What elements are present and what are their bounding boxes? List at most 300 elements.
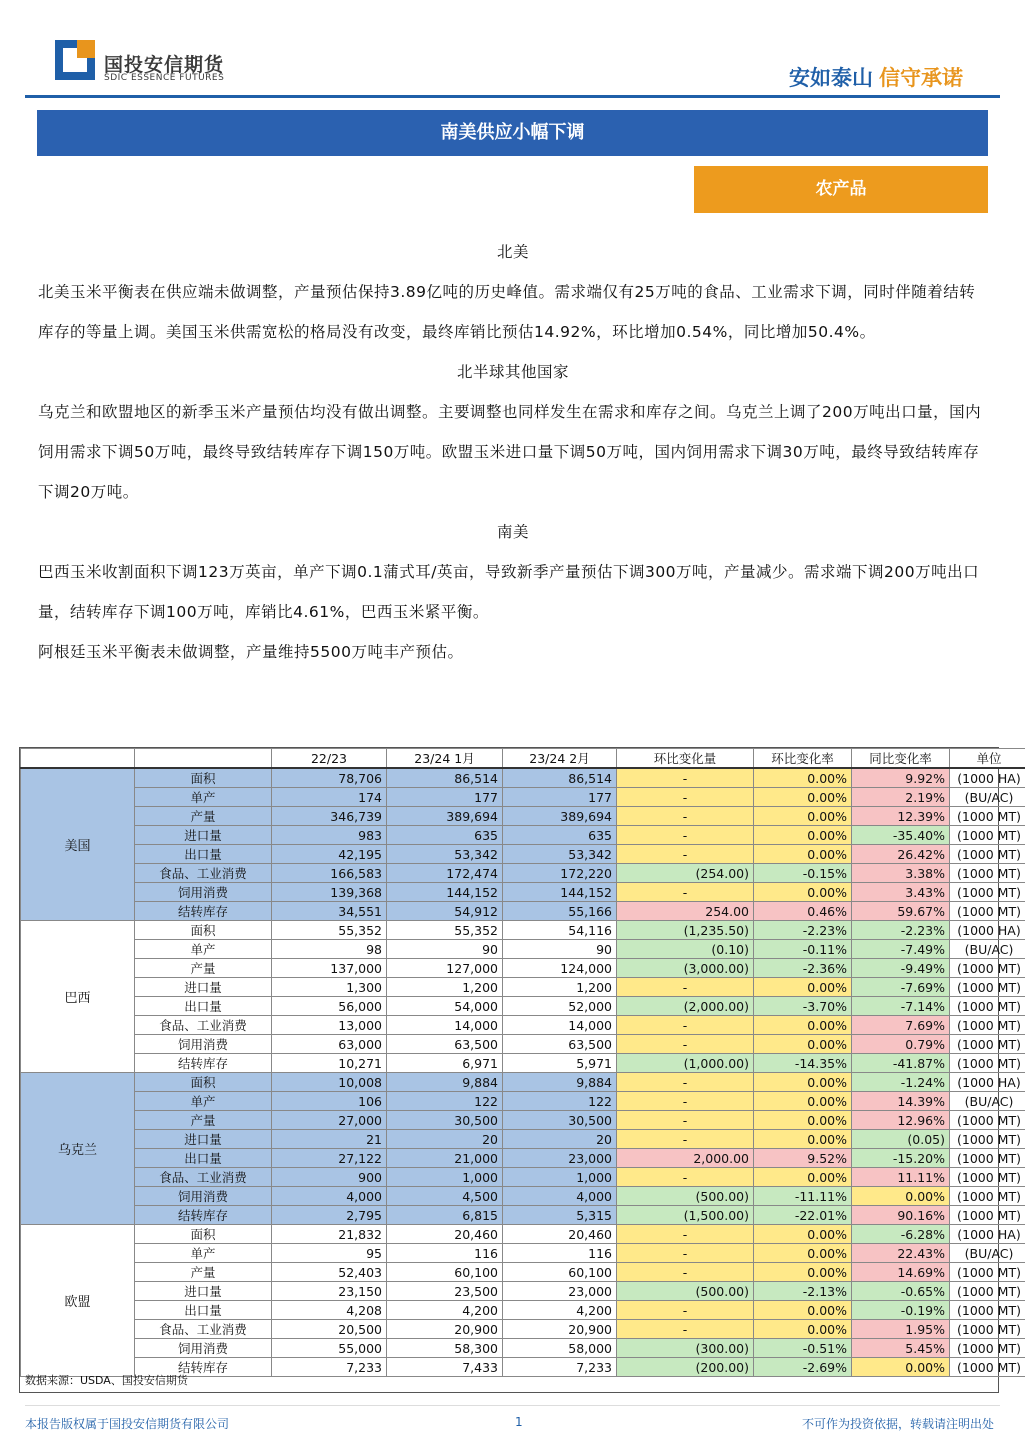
item-label: 进口量 — [135, 1130, 272, 1149]
value-cell: 4,200 — [387, 1301, 503, 1320]
yoy-rate-cell: 2.19% — [852, 788, 950, 807]
yoy-rate-cell: -6.28% — [852, 1225, 950, 1244]
disclaimer-text: 不可作为投资依据，转载请注明出处 — [801, 1417, 994, 1431]
region-label: 欧盟 — [21, 1225, 135, 1377]
data-source: 数据来源：USDA、国投安信期货 — [25, 1374, 188, 1387]
unit-cell: (1000 MT) — [950, 1282, 1025, 1301]
value-cell: 122 — [387, 1092, 503, 1111]
section-paragraph: 北美玉米平衡表在供应端未做调整，产量预估保持3.89亿吨的历史峰值。需求端仅有25万吨的食品、工业需求下调，同时伴随着结转库存的等量上调。美国玉米供需宽松的格局没有改变，最终库销比预估14.92%，环比增加0.54%，同比增加50.4%。 — [38, 283, 976, 341]
mom-rate-cell: 0.46% — [754, 902, 852, 921]
yoy-rate-cell: -7.49% — [852, 940, 950, 959]
item-label: 面积 — [135, 1073, 272, 1092]
table-row — [21, 1244, 1025, 1263]
value-cell: 4,000 — [503, 1187, 617, 1206]
yoy-rate-cell: (0.05) — [852, 1130, 950, 1149]
category-tag: 农产品 — [694, 166, 988, 213]
value-cell: 7,233 — [272, 1358, 387, 1377]
region-label: 巴西 — [21, 921, 135, 1073]
item-label: 产量 — [135, 1263, 272, 1282]
yoy-rate-cell: 59.67% — [852, 902, 950, 921]
item-label: 食品、工业消费 — [135, 1168, 272, 1187]
table-header-cell: 23/24 1月 — [387, 749, 503, 769]
mom-rate-cell: 0.00% — [754, 788, 852, 807]
mom-change-cell: (3,000.00) — [617, 959, 754, 978]
table-row — [21, 1206, 1025, 1225]
unit-cell: (1000 MT) — [950, 1111, 1025, 1130]
yoy-rate-cell: -0.65% — [852, 1282, 950, 1301]
mom-rate-cell: -22.01% — [754, 1206, 852, 1225]
item-label: 单产 — [135, 940, 272, 959]
value-cell: 52,000 — [503, 997, 617, 1016]
mom-change-cell: (500.00) — [617, 1282, 754, 1301]
mom-change-cell: - — [617, 1111, 754, 1130]
unit-cell: (BU/AC) — [950, 1244, 1025, 1263]
unit-cell: (BU/AC) — [950, 940, 1025, 959]
value-cell: 20,900 — [503, 1320, 617, 1339]
table-row — [21, 1187, 1025, 1206]
item-label: 结转库存 — [135, 1054, 272, 1073]
yoy-rate-cell: -0.19% — [852, 1301, 950, 1320]
table-row — [21, 1130, 1025, 1149]
value-cell: 52,403 — [272, 1263, 387, 1282]
mom-rate-cell: 0.00% — [754, 826, 852, 845]
unit-cell: (1000 MT) — [950, 864, 1025, 883]
yoy-rate-cell: 0.00% — [852, 1187, 950, 1206]
mom-change-cell: (500.00) — [617, 1187, 754, 1206]
table-row — [21, 768, 1025, 788]
value-cell: 166,583 — [272, 864, 387, 883]
yoy-rate-cell: -9.49% — [852, 959, 950, 978]
value-cell: 4,208 — [272, 1301, 387, 1320]
mom-rate-cell: 0.00% — [754, 1073, 852, 1092]
value-cell: 54,912 — [387, 902, 503, 921]
value-cell: 20,460 — [387, 1225, 503, 1244]
value-cell: 172,220 — [503, 864, 617, 883]
value-cell: 54,116 — [503, 921, 617, 940]
item-label: 食品、工业消费 — [135, 1016, 272, 1035]
section-paragraph: 巴西玉米收割面积下调123万英亩，单产下调0.1蒲式耳/英亩，导致新季产量预估下调300万吨，产量减少。需求端下调200万吨出口量，结转库存下调100万吨，库销比4.61%，巴西玉米紧平衡。 — [38, 563, 980, 621]
unit-cell: (1000 HA) — [950, 1225, 1025, 1244]
table-row — [21, 883, 1025, 902]
company-logo-icon — [55, 40, 95, 80]
section-paragraph: 乌克兰和欧盟地区的新季玉米产量预估均没有做出调整。主要调整也同样发生在需求和库存之间。乌克兰上调了200万吨出口量，国内饲用需求下调50万吨，最终导致结转库存下调150万吨。欧盟玉米进口量下调50万吨，国内饲用需求下调30万吨，最终导致结转库存下调20万吨。 — [38, 403, 982, 501]
mom-change-cell: - — [617, 788, 754, 807]
mom-rate-cell: 9.52% — [754, 1149, 852, 1168]
value-cell: 127,000 — [387, 959, 503, 978]
mom-change-cell: - — [617, 978, 754, 997]
table-row — [21, 1092, 1025, 1111]
footer-divider — [25, 1405, 1000, 1406]
mom-rate-cell: -2.36% — [754, 959, 852, 978]
unit-cell: (1000 HA) — [950, 921, 1025, 940]
value-cell: 34,551 — [272, 902, 387, 921]
value-cell: 90 — [503, 940, 617, 959]
value-cell: 63,500 — [387, 1035, 503, 1054]
mom-change-cell: (2,000.00) — [617, 997, 754, 1016]
item-label: 单产 — [135, 1244, 272, 1263]
mom-change-cell: - — [617, 1263, 754, 1282]
table-row — [21, 921, 1025, 940]
mom-change-cell: - — [617, 1244, 754, 1263]
value-cell: 9,884 — [387, 1073, 503, 1092]
item-label: 产量 — [135, 1111, 272, 1130]
item-label: 出口量 — [135, 997, 272, 1016]
slogan — [789, 62, 963, 92]
value-cell: 58,300 — [387, 1339, 503, 1358]
table-header-cell — [21, 749, 135, 769]
value-cell: 137,000 — [272, 959, 387, 978]
value-cell: 177 — [387, 788, 503, 807]
yoy-rate-cell: 12.39% — [852, 807, 950, 826]
table-row — [21, 1035, 1025, 1054]
table-row — [21, 1320, 1025, 1339]
mom-change-cell: (1,500.00) — [617, 1206, 754, 1225]
unit-cell: (1000 MT) — [950, 1339, 1025, 1358]
mom-rate-cell: -0.11% — [754, 940, 852, 959]
value-cell: 23,150 — [272, 1282, 387, 1301]
value-cell: 20 — [387, 1130, 503, 1149]
unit-cell: (1000 MT) — [950, 1187, 1025, 1206]
mom-rate-cell: 0.00% — [754, 1016, 852, 1035]
section-paragraph: 阿根廷玉米平衡表未做调整，产量维持5500万吨丰产预估。 — [38, 643, 464, 661]
mom-rate-cell: 0.00% — [754, 1225, 852, 1244]
mom-change-cell: - — [617, 845, 754, 864]
value-cell: 55,000 — [272, 1339, 387, 1358]
value-cell: 42,195 — [272, 845, 387, 864]
yoy-rate-cell: 14.69% — [852, 1263, 950, 1282]
table-row — [21, 1339, 1025, 1358]
value-cell: 1,000 — [503, 1168, 617, 1187]
value-cell: 2,795 — [272, 1206, 387, 1225]
value-cell: 900 — [272, 1168, 387, 1187]
value-cell: 95 — [272, 1244, 387, 1263]
value-cell: 98 — [272, 940, 387, 959]
value-cell: 4,000 — [272, 1187, 387, 1206]
value-cell: 1,300 — [272, 978, 387, 997]
unit-cell: (1000 HA) — [950, 768, 1025, 788]
mom-rate-cell: 0.00% — [754, 1263, 852, 1282]
table-header-cell: 22/23 — [272, 749, 387, 769]
yoy-rate-cell: -35.40% — [852, 826, 950, 845]
value-cell: 177 — [503, 788, 617, 807]
yoy-rate-cell: 14.39% — [852, 1092, 950, 1111]
value-cell: 21 — [272, 1130, 387, 1149]
table-row — [21, 1054, 1025, 1073]
mom-change-cell: (300.00) — [617, 1339, 754, 1358]
item-label: 饲用消费 — [135, 1187, 272, 1206]
item-label: 出口量 — [135, 845, 272, 864]
mom-rate-cell: -0.15% — [754, 864, 852, 883]
item-label: 产量 — [135, 959, 272, 978]
unit-cell: (BU/AC) — [950, 1092, 1025, 1111]
section-heading: 北美 — [496, 243, 529, 261]
section-heading: 北半球其他国家 — [456, 363, 569, 381]
yoy-rate-cell: -41.87% — [852, 1054, 950, 1073]
unit-cell: (1000 MT) — [950, 997, 1025, 1016]
item-label: 出口量 — [135, 1301, 272, 1320]
item-label: 进口量 — [135, 826, 272, 845]
mom-rate-cell: 0.00% — [754, 768, 852, 788]
value-cell: 86,514 — [503, 768, 617, 788]
table-row — [21, 1282, 1025, 1301]
region-label: 乌克兰 — [21, 1073, 135, 1225]
item-label: 饲用消费 — [135, 1035, 272, 1054]
value-cell: 21,832 — [272, 1225, 387, 1244]
value-cell: 122 — [503, 1092, 617, 1111]
company-name-en: SDIC ESSENCE FUTURES — [104, 73, 225, 83]
yoy-rate-cell: 90.16% — [852, 1206, 950, 1225]
item-label: 食品、工业消费 — [135, 864, 272, 883]
mom-rate-cell: 0.00% — [754, 1320, 852, 1339]
report-title: 南美供应小幅下调 — [37, 110, 988, 156]
mom-rate-cell: -0.51% — [754, 1339, 852, 1358]
value-cell: 144,152 — [503, 883, 617, 902]
item-label: 结转库存 — [135, 1358, 272, 1377]
unit-cell: (1000 MT) — [950, 1301, 1025, 1320]
value-cell: 60,100 — [503, 1263, 617, 1282]
value-cell: 30,500 — [387, 1111, 503, 1130]
value-cell: 124,000 — [503, 959, 617, 978]
mom-change-cell: - — [617, 1320, 754, 1339]
mom-change-cell: (1,235.50) — [617, 921, 754, 940]
mom-change-cell: - — [617, 1225, 754, 1244]
page-number: 1 — [515, 1415, 523, 1429]
unit-cell: (1000 MT) — [950, 1054, 1025, 1073]
table-row — [21, 1016, 1025, 1035]
yoy-rate-cell: 26.42% — [852, 845, 950, 864]
slogan-part-1: 安如泰山 — [789, 66, 873, 90]
yoy-rate-cell: -2.23% — [852, 921, 950, 940]
mom-change-cell: - — [617, 1016, 754, 1035]
yoy-rate-cell: 12.96% — [852, 1111, 950, 1130]
value-cell: 86,514 — [387, 768, 503, 788]
yoy-rate-cell: 3.38% — [852, 864, 950, 883]
mom-rate-cell: 0.00% — [754, 1130, 852, 1149]
table-row — [21, 959, 1025, 978]
value-cell: 54,000 — [387, 997, 503, 1016]
value-cell: 78,706 — [272, 768, 387, 788]
table-row — [21, 1168, 1025, 1187]
unit-cell: (1000 MT) — [950, 883, 1025, 902]
mom-rate-cell: 0.00% — [754, 1301, 852, 1320]
unit-cell: (1000 MT) — [950, 1168, 1025, 1187]
yoy-rate-cell: -1.24% — [852, 1073, 950, 1092]
value-cell: 60,100 — [387, 1263, 503, 1282]
item-label: 进口量 — [135, 1282, 272, 1301]
mom-rate-cell: 0.00% — [754, 845, 852, 864]
yoy-rate-cell: 3.43% — [852, 883, 950, 902]
value-cell: 56,000 — [272, 997, 387, 1016]
value-cell: 13,000 — [272, 1016, 387, 1035]
mom-change-cell: - — [617, 1035, 754, 1054]
mom-rate-cell: 0.00% — [754, 1168, 852, 1187]
value-cell: 7,433 — [387, 1358, 503, 1377]
unit-cell: (1000 MT) — [950, 826, 1025, 845]
item-label: 饲用消费 — [135, 883, 272, 902]
yoy-rate-cell: 22.43% — [852, 1244, 950, 1263]
mom-change-cell: (200.00) — [617, 1358, 754, 1377]
mom-change-cell: (1,000.00) — [617, 1054, 754, 1073]
mom-rate-cell: -2.69% — [754, 1358, 852, 1377]
yoy-rate-cell: 9.92% — [852, 768, 950, 788]
value-cell: 6,815 — [387, 1206, 503, 1225]
value-cell: 55,166 — [503, 902, 617, 921]
table-row — [21, 940, 1025, 959]
unit-cell: (1000 MT) — [950, 902, 1025, 921]
mom-change-cell: - — [617, 807, 754, 826]
yoy-rate-cell: 1.95% — [852, 1320, 950, 1339]
value-cell: 172,474 — [387, 864, 503, 883]
table-header-cell: 环比变化量 — [617, 749, 754, 769]
value-cell: 90 — [387, 940, 503, 959]
mom-rate-cell: 0.00% — [754, 978, 852, 997]
mom-change-cell: (0.10) — [617, 940, 754, 959]
value-cell: 20,460 — [503, 1225, 617, 1244]
table-row — [21, 788, 1025, 807]
mom-rate-cell: 0.00% — [754, 1244, 852, 1263]
table-row — [21, 978, 1025, 997]
value-cell: 21,000 — [387, 1149, 503, 1168]
table-row — [21, 826, 1025, 845]
mom-rate-cell: 0.00% — [754, 1092, 852, 1111]
item-label: 进口量 — [135, 978, 272, 997]
value-cell: 55,352 — [387, 921, 503, 940]
mom-change-cell: - — [617, 826, 754, 845]
item-label: 面积 — [135, 1225, 272, 1244]
value-cell: 10,008 — [272, 1073, 387, 1092]
value-cell: 4,200 — [503, 1301, 617, 1320]
item-label: 食品、工业消费 — [135, 1320, 272, 1339]
table-row — [21, 1111, 1025, 1130]
value-cell: 55,352 — [272, 921, 387, 940]
table-row — [21, 1073, 1025, 1092]
value-cell: 346,739 — [272, 807, 387, 826]
value-cell: 6,971 — [387, 1054, 503, 1073]
value-cell: 635 — [387, 826, 503, 845]
header-divider — [25, 95, 1000, 98]
value-cell: 10,271 — [272, 1054, 387, 1073]
unit-cell: (1000 MT) — [950, 1035, 1025, 1054]
mom-change-cell: (254.00) — [617, 864, 754, 883]
mom-change-cell: - — [617, 883, 754, 902]
report-body — [38, 232, 988, 672]
unit-cell: (1000 MT) — [950, 1206, 1025, 1225]
value-cell: 116 — [387, 1244, 503, 1263]
mom-change-cell: - — [617, 1073, 754, 1092]
unit-cell: (1000 MT) — [950, 807, 1025, 826]
mom-rate-cell: -14.35% — [754, 1054, 852, 1073]
unit-cell: (1000 MT) — [950, 1263, 1025, 1282]
region-label: 美国 — [21, 768, 135, 921]
value-cell: 174 — [272, 788, 387, 807]
unit-cell: (1000 MT) — [950, 1358, 1025, 1377]
unit-cell: (1000 MT) — [950, 1320, 1025, 1339]
table-row — [21, 845, 1025, 864]
unit-cell: (1000 MT) — [950, 845, 1025, 864]
unit-cell: (BU/AC) — [950, 788, 1025, 807]
value-cell: 116 — [503, 1244, 617, 1263]
table-header-cell: 环比变化率 — [754, 749, 852, 769]
mom-rate-cell: 0.00% — [754, 1111, 852, 1130]
item-label: 出口量 — [135, 1149, 272, 1168]
value-cell: 27,122 — [272, 1149, 387, 1168]
unit-cell: (1000 MT) — [950, 1130, 1025, 1149]
table-header-row — [21, 749, 1025, 769]
value-cell: 20,500 — [272, 1320, 387, 1339]
slogan-part-2: 信守承诺 — [879, 66, 963, 90]
unit-cell: (1000 HA) — [950, 1073, 1025, 1092]
balance-table-panel — [19, 747, 1021, 1393]
value-cell: 20,900 — [387, 1320, 503, 1339]
mom-change-cell: 254.00 — [617, 902, 754, 921]
value-cell: 106 — [272, 1092, 387, 1111]
yoy-rate-cell: 5.45% — [852, 1339, 950, 1358]
value-cell: 53,342 — [503, 845, 617, 864]
mom-rate-cell: 0.00% — [754, 807, 852, 826]
value-cell: 30,500 — [503, 1111, 617, 1130]
value-cell: 4,500 — [387, 1187, 503, 1206]
table-row — [21, 864, 1025, 883]
item-label: 面积 — [135, 921, 272, 940]
mom-change-cell: - — [617, 1130, 754, 1149]
item-label: 单产 — [135, 1092, 272, 1111]
value-cell: 635 — [503, 826, 617, 845]
unit-cell: (1000 MT) — [950, 959, 1025, 978]
value-cell: 5,315 — [503, 1206, 617, 1225]
value-cell: 1,000 — [387, 1168, 503, 1187]
mom-change-cell: - — [617, 1301, 754, 1320]
value-cell: 58,000 — [503, 1339, 617, 1358]
yoy-rate-cell: 0.00% — [852, 1358, 950, 1377]
table-row — [21, 1263, 1025, 1282]
value-cell: 1,200 — [503, 978, 617, 997]
mom-rate-cell: -11.11% — [754, 1187, 852, 1206]
value-cell: 23,000 — [503, 1282, 617, 1301]
unit-cell: (1000 MT) — [950, 1016, 1025, 1035]
table-row — [21, 1225, 1025, 1244]
value-cell: 23,000 — [503, 1149, 617, 1168]
yoy-rate-cell: -15.20% — [852, 1149, 950, 1168]
item-label: 结转库存 — [135, 902, 272, 921]
value-cell: 389,694 — [387, 807, 503, 826]
item-label: 单产 — [135, 788, 272, 807]
table-header-cell: 单位 — [950, 749, 1025, 769]
mom-rate-cell: -2.23% — [754, 921, 852, 940]
yoy-rate-cell: -7.14% — [852, 997, 950, 1016]
mom-rate-cell: 0.00% — [754, 883, 852, 902]
mom-change-cell: 2,000.00 — [617, 1149, 754, 1168]
table-header-cell: 同比变化率 — [852, 749, 950, 769]
value-cell: 983 — [272, 826, 387, 845]
table-row — [21, 807, 1025, 826]
unit-cell: (1000 MT) — [950, 978, 1025, 997]
value-cell: 389,694 — [503, 807, 617, 826]
mom-change-cell: - — [617, 768, 754, 788]
mom-rate-cell: -2.13% — [754, 1282, 852, 1301]
value-cell: 1,200 — [387, 978, 503, 997]
mom-rate-cell: -3.70% — [754, 997, 852, 1016]
report-header — [0, 0, 1025, 100]
item-label: 饲用消费 — [135, 1339, 272, 1358]
table-row — [21, 1301, 1025, 1320]
mom-change-cell: - — [617, 1092, 754, 1111]
value-cell: 139,368 — [272, 883, 387, 902]
mom-change-cell: - — [617, 1168, 754, 1187]
unit-cell: (1000 MT) — [950, 1149, 1025, 1168]
value-cell: 27,000 — [272, 1111, 387, 1130]
value-cell: 5,971 — [503, 1054, 617, 1073]
copyright-text: 本报告版权属于国投安信期货有限公司 — [25, 1417, 230, 1431]
